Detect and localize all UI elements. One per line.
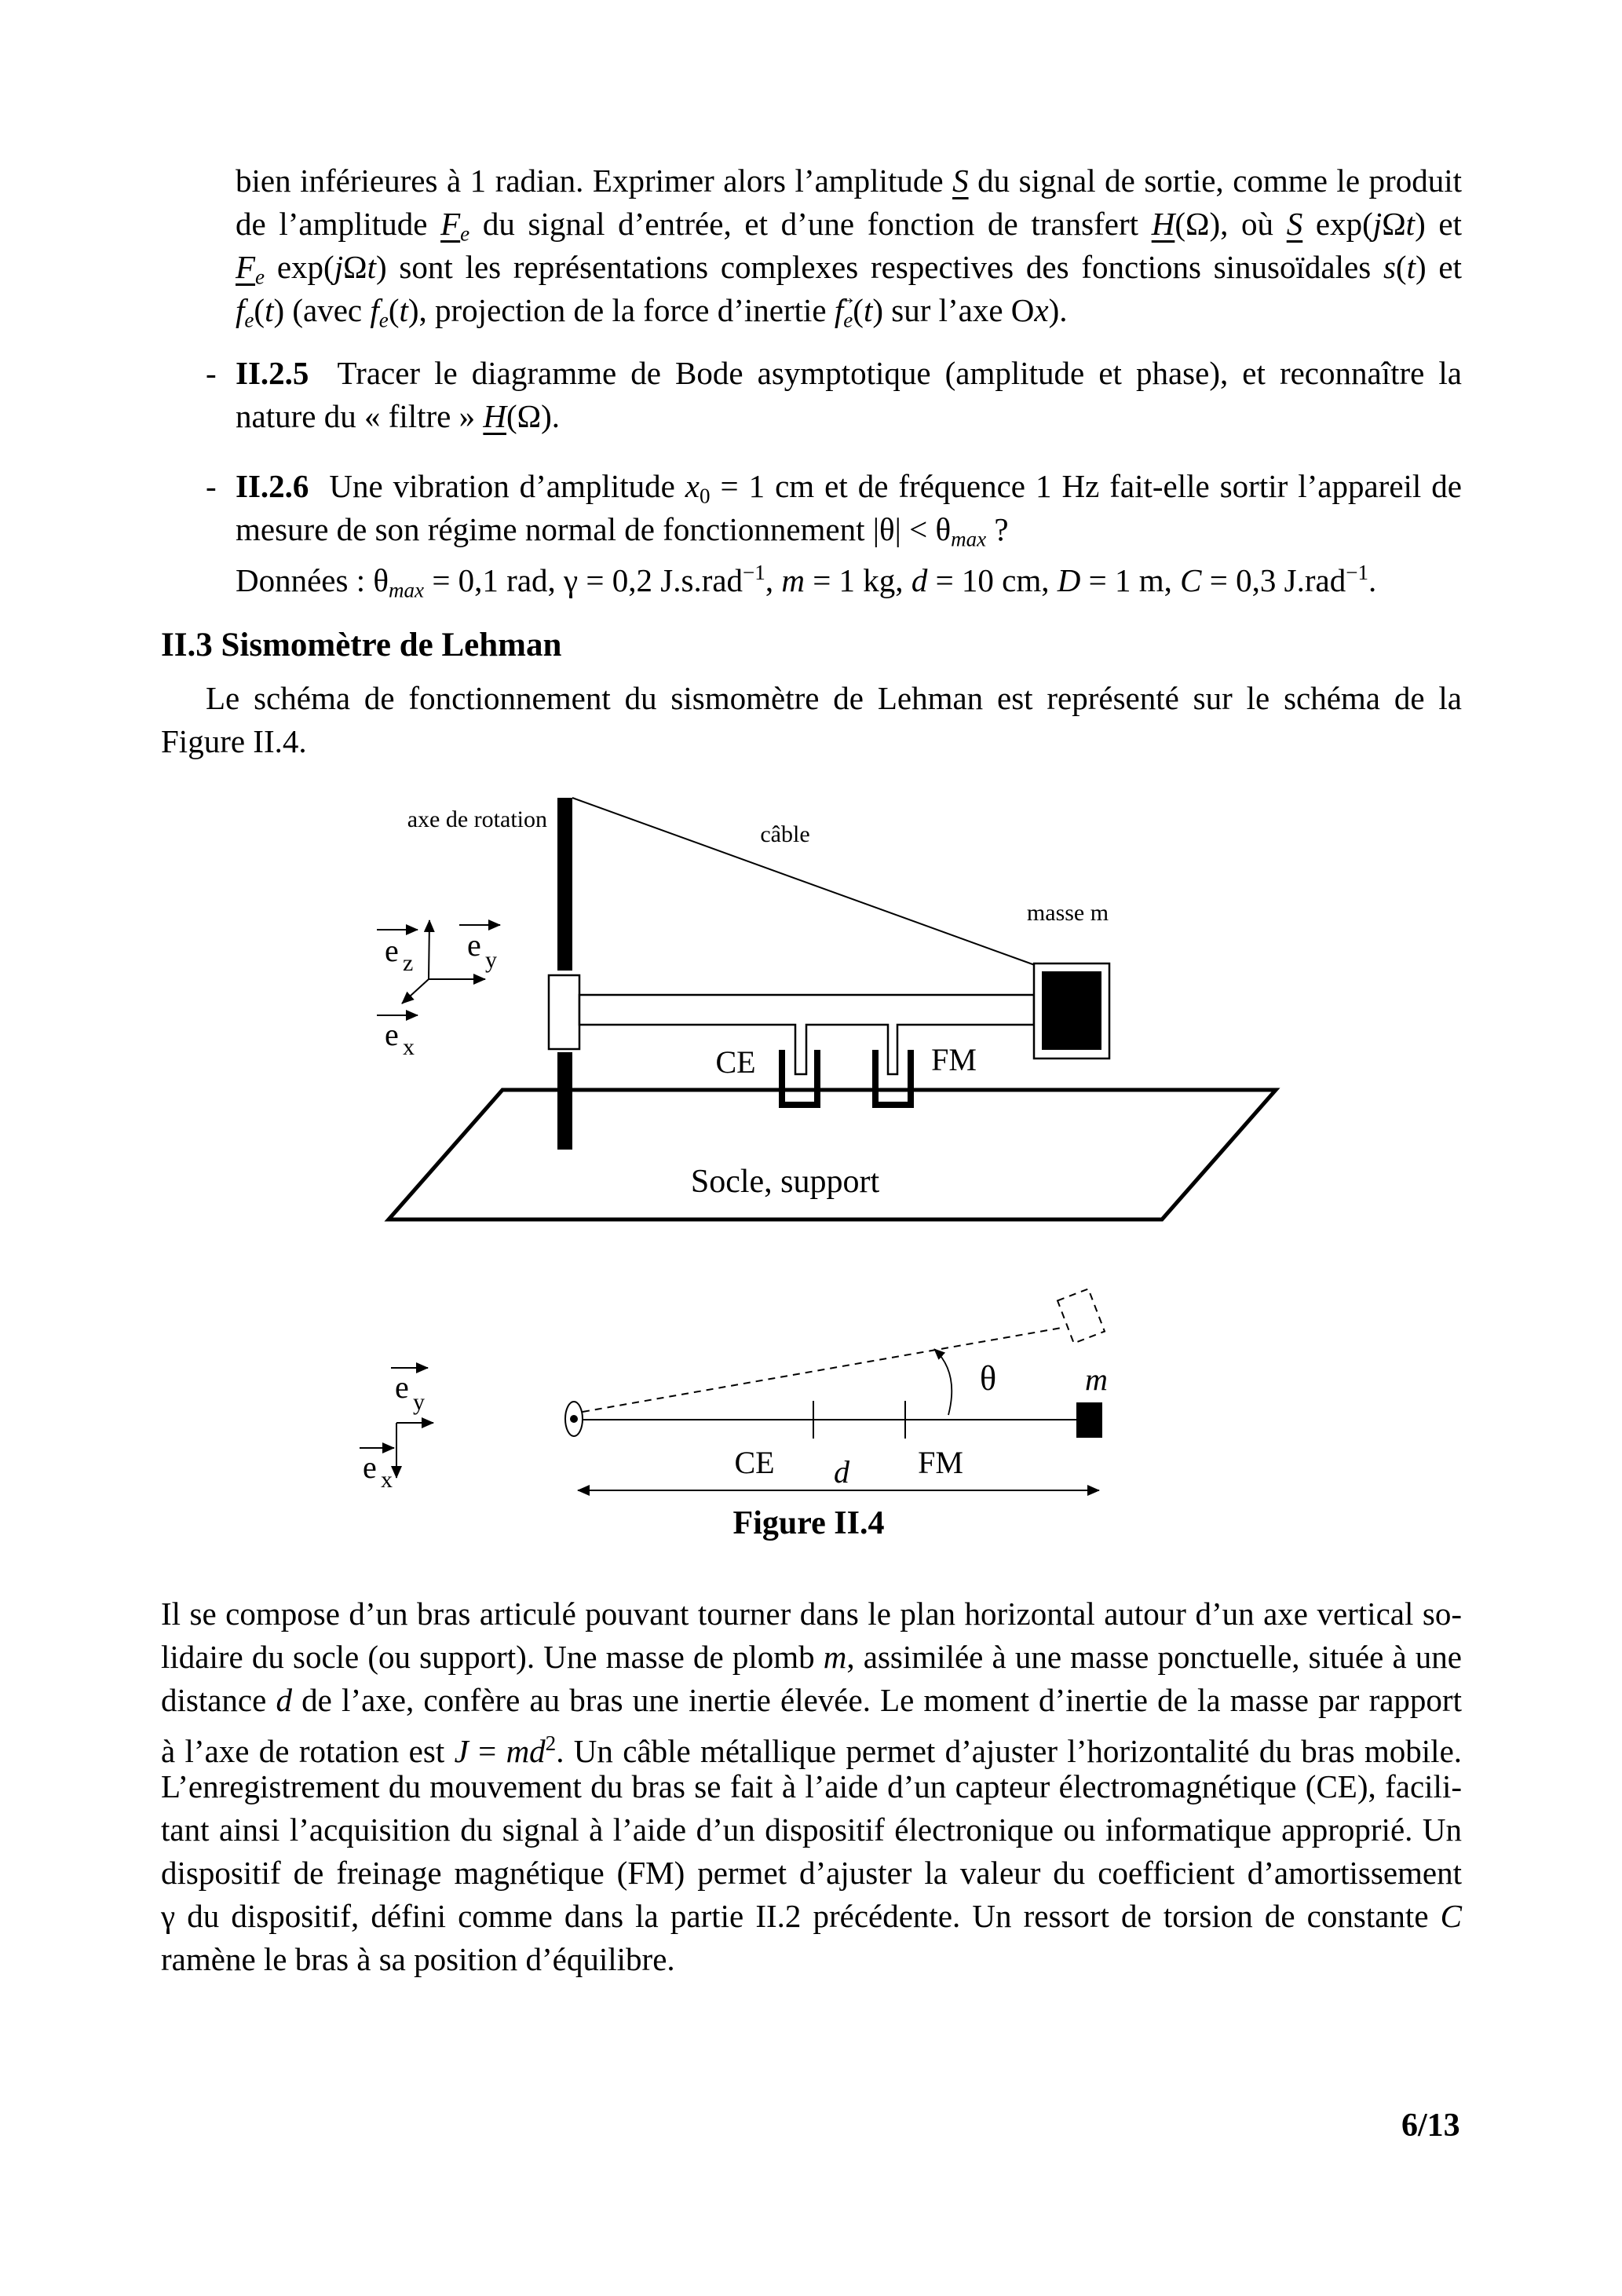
text-line: II.2.5 Tracer le diagramme de Bode asymptotique (amplitude et phase), et reconnaître la [236,355,1462,391]
figure-caption: Figure II.4 [732,1505,885,1541]
section-heading: II.3 Sismomètre de Lehman [161,627,562,664]
cable-label: câble [760,821,810,847]
lead-paragraph [236,159,1462,332]
seismometer-side-view [377,798,1276,1219]
ey-axis-label: e y [395,1369,425,1415]
text-line: distance d de l’axe, confère au bras une inertie élevée. Le moment d’inertie de la masse par rapport [161,1682,1462,1718]
ce-label: CE [715,1044,756,1080]
ce-label: CE [734,1445,775,1480]
text-line: $f_e(t)$ (avec $f_e(t)$, projection de la force d’inertie → $f_e(t)$ sur l’axe Ox). [236,289,1462,332]
text-line: Il se compose d’un bras articulé pouvant tourner dans le plan horizontal autour d’un axe vertical so- [161,1596,1462,1632]
section-intro-line: Le schéma de fonctionnement du sismomètre de Lehman est représenté sur le schéma de la [206,680,1462,716]
mass-box-fill [1042,971,1101,1050]
text-line: L’enregistrement du mouvement du bras se fait à l’aide d’un capteur électromagnétique (CE), facili- [161,1768,1462,1804]
theta-label: θ [980,1359,997,1398]
ez-axis-label: e z [385,933,414,976]
item-dash: - [206,468,217,504]
fm-label: FM [918,1445,963,1480]
question-item-II-2-6 [206,465,1462,602]
item-dash: - [206,355,217,391]
text-line: $F_e$ exp(jΩt) sont les représentations complexes respectives des fonctions sinusoïdales s(t) et [236,249,1462,289]
rotation-axis-bar-bottom [557,1052,572,1150]
d-label: d [834,1454,849,1490]
text-line: de l’amplitude $F_e$ du signal d’entrée, et d’une fonction de transfert H(Ω), où S exp(jΩt) et [236,206,1463,246]
text-line: II.2.6 Une vibration d’amplitude $x_0 = 1$ cm et de fréquence 1 Hz fait-elle sortir l’appareil de [236,468,1462,508]
text-line: bien inférieures à 1 radian. Exprimer alors l’amplitude S du signal de sortie, comme le produit [236,163,1462,199]
text-line: nature du « filtre » H(Ω). [236,398,561,434]
ey-axis-label: e y [467,927,497,973]
mass-box-plan [1076,1402,1102,1438]
pivot-dot [570,1415,578,1423]
page-number: 6/13 [1401,2108,1460,2144]
mass-label: masse m [1026,900,1109,926]
description-paragraph [161,1592,1462,1981]
rotation-axis-label: axe de rotation [407,806,547,832]
axes-frame-top [377,920,500,1060]
theta-angle-arc [934,1349,952,1415]
pivot-bracket [549,975,579,1049]
question-item-II-2-5 [206,352,1462,438]
text-line: Données : $\theta_{max} = 0,1$ rad, γ = 0,2 J.s.rad$^{-1}$, m = 1 kg, d = 10 cm, D = 1 m, C = 0,3 J.rad$^{-1}$. [236,561,1377,602]
text-line: γ du dispositif, défini comme dans la partie II.2 précédente. Un ressort de torsion de constante C [161,1898,1462,1934]
axis-diagonal [402,979,429,1004]
ex-axis-label: e x [363,1450,393,1493]
text-line: mesure de son régime normal de fonctionnement $|\theta| < \theta_{max}$ ? [236,511,1009,551]
displaced-mass-dashed-box [1058,1289,1105,1343]
section-intro-line: Figure II.4. [161,723,307,759]
fm-label: FM [931,1042,977,1077]
text-line: tant ainsi l’acquisition du signal à l’aide d’un dispositif électronique ou informatique approprié. Un [161,1812,1462,1848]
base-plate-label: Socle, support [690,1164,880,1200]
mass-m-label: m [1085,1362,1108,1397]
figure-II-4 [345,785,1327,1555]
ex-axis-label: e x [385,1017,415,1060]
seismometer-plan-view [360,1289,1108,1493]
axes-frame-bottom [360,1368,433,1493]
rotation-axis-bar-top [557,798,572,971]
text-line: ramène le bras à sa position d’équilibre. [161,1941,675,1977]
base-plate [389,1090,1276,1219]
text-line: dispositif de freinage magnétique (FM) permet d’ajuster la valeur du coefficient d’amortissement [161,1855,1462,1891]
text-line: lidaire du socle (ou support). Une masse de plomb m, assimilée à une masse ponctuelle, située à une [161,1639,1462,1675]
text-line: à l’axe de rotation est $J = md^2$. Un câble métallique permet d’ajuster l’horizontalité du bras mobile. [161,1731,1463,1769]
